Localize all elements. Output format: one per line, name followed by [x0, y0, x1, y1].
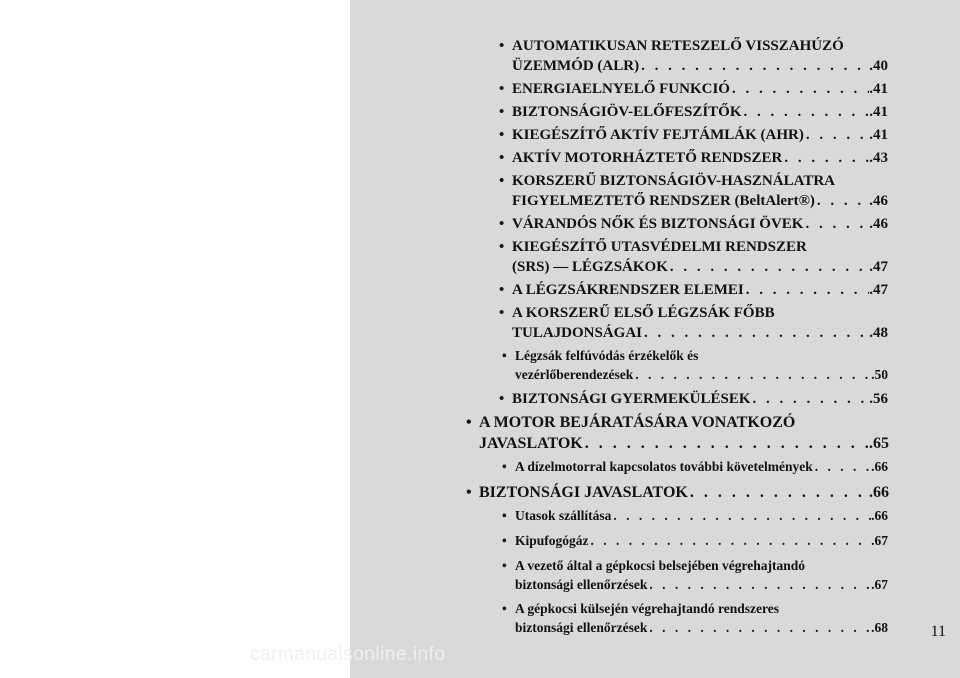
- toc-entry-title: ENERGIAELNYELŐ FUNKCIÓ: [512, 81, 730, 97]
- dot-leader: [803, 214, 869, 234]
- toc-page-ref: .47: [869, 282, 888, 298]
- toc-entry-title: BIZTONSÁGI JAVASLATOK: [479, 484, 688, 501]
- toc-entry[interactable]: [466, 482, 889, 503]
- toc-page-ref: .46: [869, 216, 888, 232]
- toc-entry-title: Kipufogógáz: [515, 533, 589, 548]
- document-page: [350, 0, 960, 678]
- toc-entry[interactable]: [499, 36, 888, 76]
- toc-entry[interactable]: [502, 599, 888, 637]
- toc-page-ref: .67: [871, 577, 888, 592]
- toc-entry-title: A gépkocsi külsején végrehajtandó rendszeres: [515, 601, 780, 616]
- bullet-icon: •: [502, 348, 507, 363]
- bullet-icon: •: [499, 150, 505, 166]
- bullet-icon: •: [499, 239, 505, 255]
- toc-entry-title: A dízelmotorral kapcsolatos további követelmények: [515, 459, 813, 474]
- toc-entry-title: A LÉGZSÁKRENDSZER ELEMEI: [512, 282, 744, 298]
- toc-entry-title: FIGYELMEZTETŐ RENDSZER (BeltAlert®): [512, 193, 815, 209]
- dot-leader: [751, 389, 870, 409]
- toc-page-ref: .41: [869, 127, 888, 143]
- dot-leader: [647, 618, 871, 637]
- toc-page-ref: .56: [869, 391, 888, 407]
- bullet-icon: •: [499, 391, 505, 407]
- toc-entry-title: KIEGÉSZÍTŐ UTASVÉDELMI RENDSZER: [512, 239, 807, 255]
- toc-entry-title: TULAJDONSÁGAI: [512, 325, 643, 341]
- dot-leader: [611, 506, 871, 525]
- toc-entry[interactable]: [499, 214, 888, 234]
- toc-entry-title: Utasok szállítása: [515, 508, 612, 523]
- bullet-icon: •: [502, 533, 507, 548]
- toc-entry[interactable]: [499, 303, 888, 343]
- toc-entry-title: AKTÍV MOTORHÁZTETŐ RENDSZER: [512, 150, 783, 166]
- toc-entry-title: AUTOMATIKUSAN RETESZELŐ VISSZAHÚZÓ: [512, 38, 844, 54]
- toc-page-ref: .66: [869, 484, 889, 501]
- bullet-icon: •: [499, 282, 505, 298]
- toc-entry[interactable]: [502, 346, 888, 384]
- toc-page-ref: .47: [869, 259, 888, 275]
- dot-leader: [813, 457, 871, 476]
- toc-page-ref: .67: [871, 533, 888, 548]
- bullet-icon: •: [499, 127, 505, 143]
- toc-entry-title: Légzsák felfúvódás érzékelők és: [515, 348, 699, 363]
- dot-leader: [688, 482, 869, 503]
- bullet-icon: •: [499, 38, 505, 54]
- bullet-icon: •: [466, 414, 472, 431]
- toc-page-ref: .43: [869, 150, 888, 166]
- toc-entry-title: A MOTOR BEJÁRATÁSÁRA VONATKOZÓ: [479, 414, 796, 431]
- toc-entry-title: biztonsági ellenőrzések: [515, 577, 648, 592]
- bullet-icon: •: [499, 305, 505, 321]
- toc-entry[interactable]: [502, 506, 888, 525]
- dot-leader: [633, 365, 871, 384]
- toc-page-ref: .41: [869, 104, 888, 120]
- toc-entry-title: A vezető által a gépkocsi belsejében végrehajtandó: [515, 558, 805, 573]
- toc-entry-title: VÁRANDÓS NŐK ÉS BIZTONSÁGI ÖVEK: [512, 216, 804, 232]
- toc-entry[interactable]: [466, 412, 889, 454]
- dot-leader: [742, 102, 870, 122]
- toc-entry-title: (SRS) — LÉGZSÁKOK: [512, 259, 668, 275]
- toc-entry[interactable]: [499, 102, 888, 122]
- toc-entry-title: ÜZEMMÓD (ALR): [512, 58, 640, 74]
- toc-entry[interactable]: [499, 280, 888, 300]
- dot-leader: [815, 191, 869, 211]
- left-blank-area: [0, 0, 350, 678]
- toc-entry-title: BIZTONSÁGI GYERMEKÜLÉSEK: [512, 391, 751, 407]
- dot-leader: [647, 575, 871, 594]
- toc-page-ref: .50: [871, 367, 888, 382]
- dot-leader: [668, 257, 869, 277]
- toc-entry[interactable]: [502, 556, 888, 594]
- dot-leader: [730, 79, 869, 99]
- toc-entry-title: biztonsági ellenőrzések: [515, 620, 648, 635]
- toc-page-ref: .41: [869, 81, 888, 97]
- dot-leader: [583, 433, 869, 454]
- toc-entry-title: JAVASLATOK: [479, 435, 583, 452]
- toc-entry-title: KORSZERŰ BIZTONSÁGIÖV-HASZNÁLATRA: [512, 173, 835, 189]
- toc-entry-title: KIEGÉSZÍTŐ AKTÍV FEJTÁMLÁK (AHR): [512, 127, 804, 143]
- toc-page-ref: .66: [871, 508, 888, 523]
- bullet-icon: •: [499, 81, 505, 97]
- toc-entry[interactable]: [499, 171, 888, 211]
- dot-leader: [782, 148, 869, 168]
- toc-page-ref: .48: [869, 325, 888, 341]
- bullet-icon: •: [499, 216, 505, 232]
- toc-page-ref: .46: [869, 193, 888, 209]
- toc-entry[interactable]: [502, 531, 888, 550]
- bullet-icon: •: [502, 459, 507, 474]
- toc-page-ref: .68: [871, 620, 888, 635]
- bullet-icon: •: [502, 508, 507, 523]
- toc-entry[interactable]: [499, 148, 888, 168]
- watermark: carmanualsonline.info: [250, 644, 446, 665]
- toc-page-ref: .65: [869, 435, 889, 452]
- bullet-icon: •: [466, 484, 472, 501]
- toc-entry[interactable]: [502, 457, 888, 476]
- toc-entry[interactable]: [499, 79, 888, 99]
- toc-entry-title: A KORSZERŰ ELSŐ LÉGZSÁK FŐBB: [512, 305, 775, 321]
- toc-entry[interactable]: [499, 125, 888, 145]
- dot-leader: [804, 125, 869, 145]
- bullet-icon: •: [502, 601, 507, 616]
- dot-leader: [642, 323, 869, 343]
- toc-entry-title: vezérlőberendezések: [515, 367, 634, 382]
- toc-page-ref: .66: [871, 459, 888, 474]
- toc-entry[interactable]: [499, 389, 888, 409]
- bullet-icon: •: [499, 173, 505, 189]
- dot-leader: [589, 531, 872, 550]
- toc-page-ref: .40: [869, 58, 888, 74]
- bullet-icon: •: [502, 558, 507, 573]
- toc-entry[interactable]: [499, 237, 888, 277]
- page-number: 11: [930, 623, 946, 640]
- bullet-icon: •: [499, 104, 505, 120]
- dot-leader: [744, 280, 870, 300]
- dot-leader: [639, 56, 869, 76]
- toc-entry-title: BIZTONSÁGIÖV-ELŐFESZÍTŐK: [512, 104, 742, 120]
